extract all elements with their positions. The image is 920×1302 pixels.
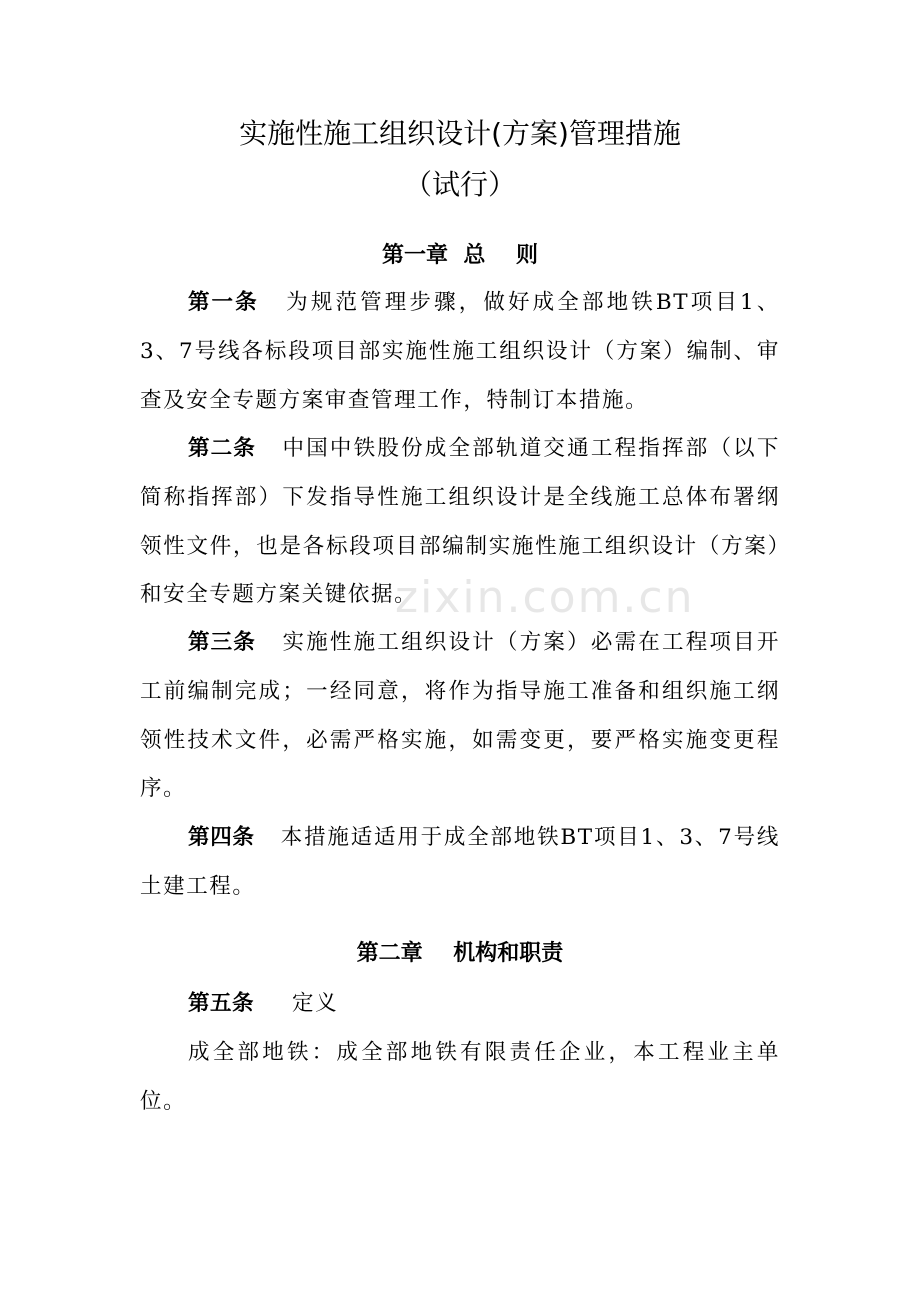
chapter-heading-2: 第二章 机构和职责: [356, 941, 564, 966]
article-5-label: 第五条: [188, 991, 255, 1016]
article-4-label: 第四条: [188, 825, 255, 850]
article-4-text: 本措施适适用于成全部地铁BT项目1、3、7号线土建工程。: [140, 825, 780, 899]
document-subtitle: （试行）: [403, 168, 516, 201]
article-1: [140, 279, 780, 425]
watermark: zixin.com.cn: [395, 572, 695, 623]
article-2-label: 第二条: [188, 436, 256, 461]
article-5: [140, 980, 780, 1029]
article-3-label: 第三条: [188, 630, 256, 655]
document-title: 实施性施工组织设计(方案)管理措施: [239, 117, 681, 150]
chapter-heading-1: 第一章 总 则: [382, 243, 538, 268]
article-1-text: 为规范管理步骤，做好成全部地铁BT项目1、3、7号线各标段项目部实施性施工组织设计（方案）编制、审查及安全专题方案审查管理工作，特制订本措施。: [140, 290, 780, 413]
article-3: [140, 619, 780, 814]
article-5-text: 定义: [292, 991, 339, 1016]
article-2-text: 中国中铁股份成全部轨道交通工程指挥部（以下简称指挥部）下发指导性施工组织设计是全线施工总体布署纲领性文件，也是各标段项目部编制实施性施工组织设计（方案）和安全专题方案关键依据。: [140, 436, 780, 608]
article-3-text: 实施性施工组织设计（方案）必需在工程项目开工前编制完成；一经同意，将作为指导施工准备和组织施工纲领性技术文件，必需严格实施，如需变更，要严格实施变更程序。: [140, 630, 780, 802]
article-1-label: 第一条: [188, 290, 259, 315]
definition-paragraph: 成全部地铁：成全部地铁有限责任企业，本工程业主单位。: [140, 1040, 780, 1114]
article-4: [140, 814, 780, 912]
